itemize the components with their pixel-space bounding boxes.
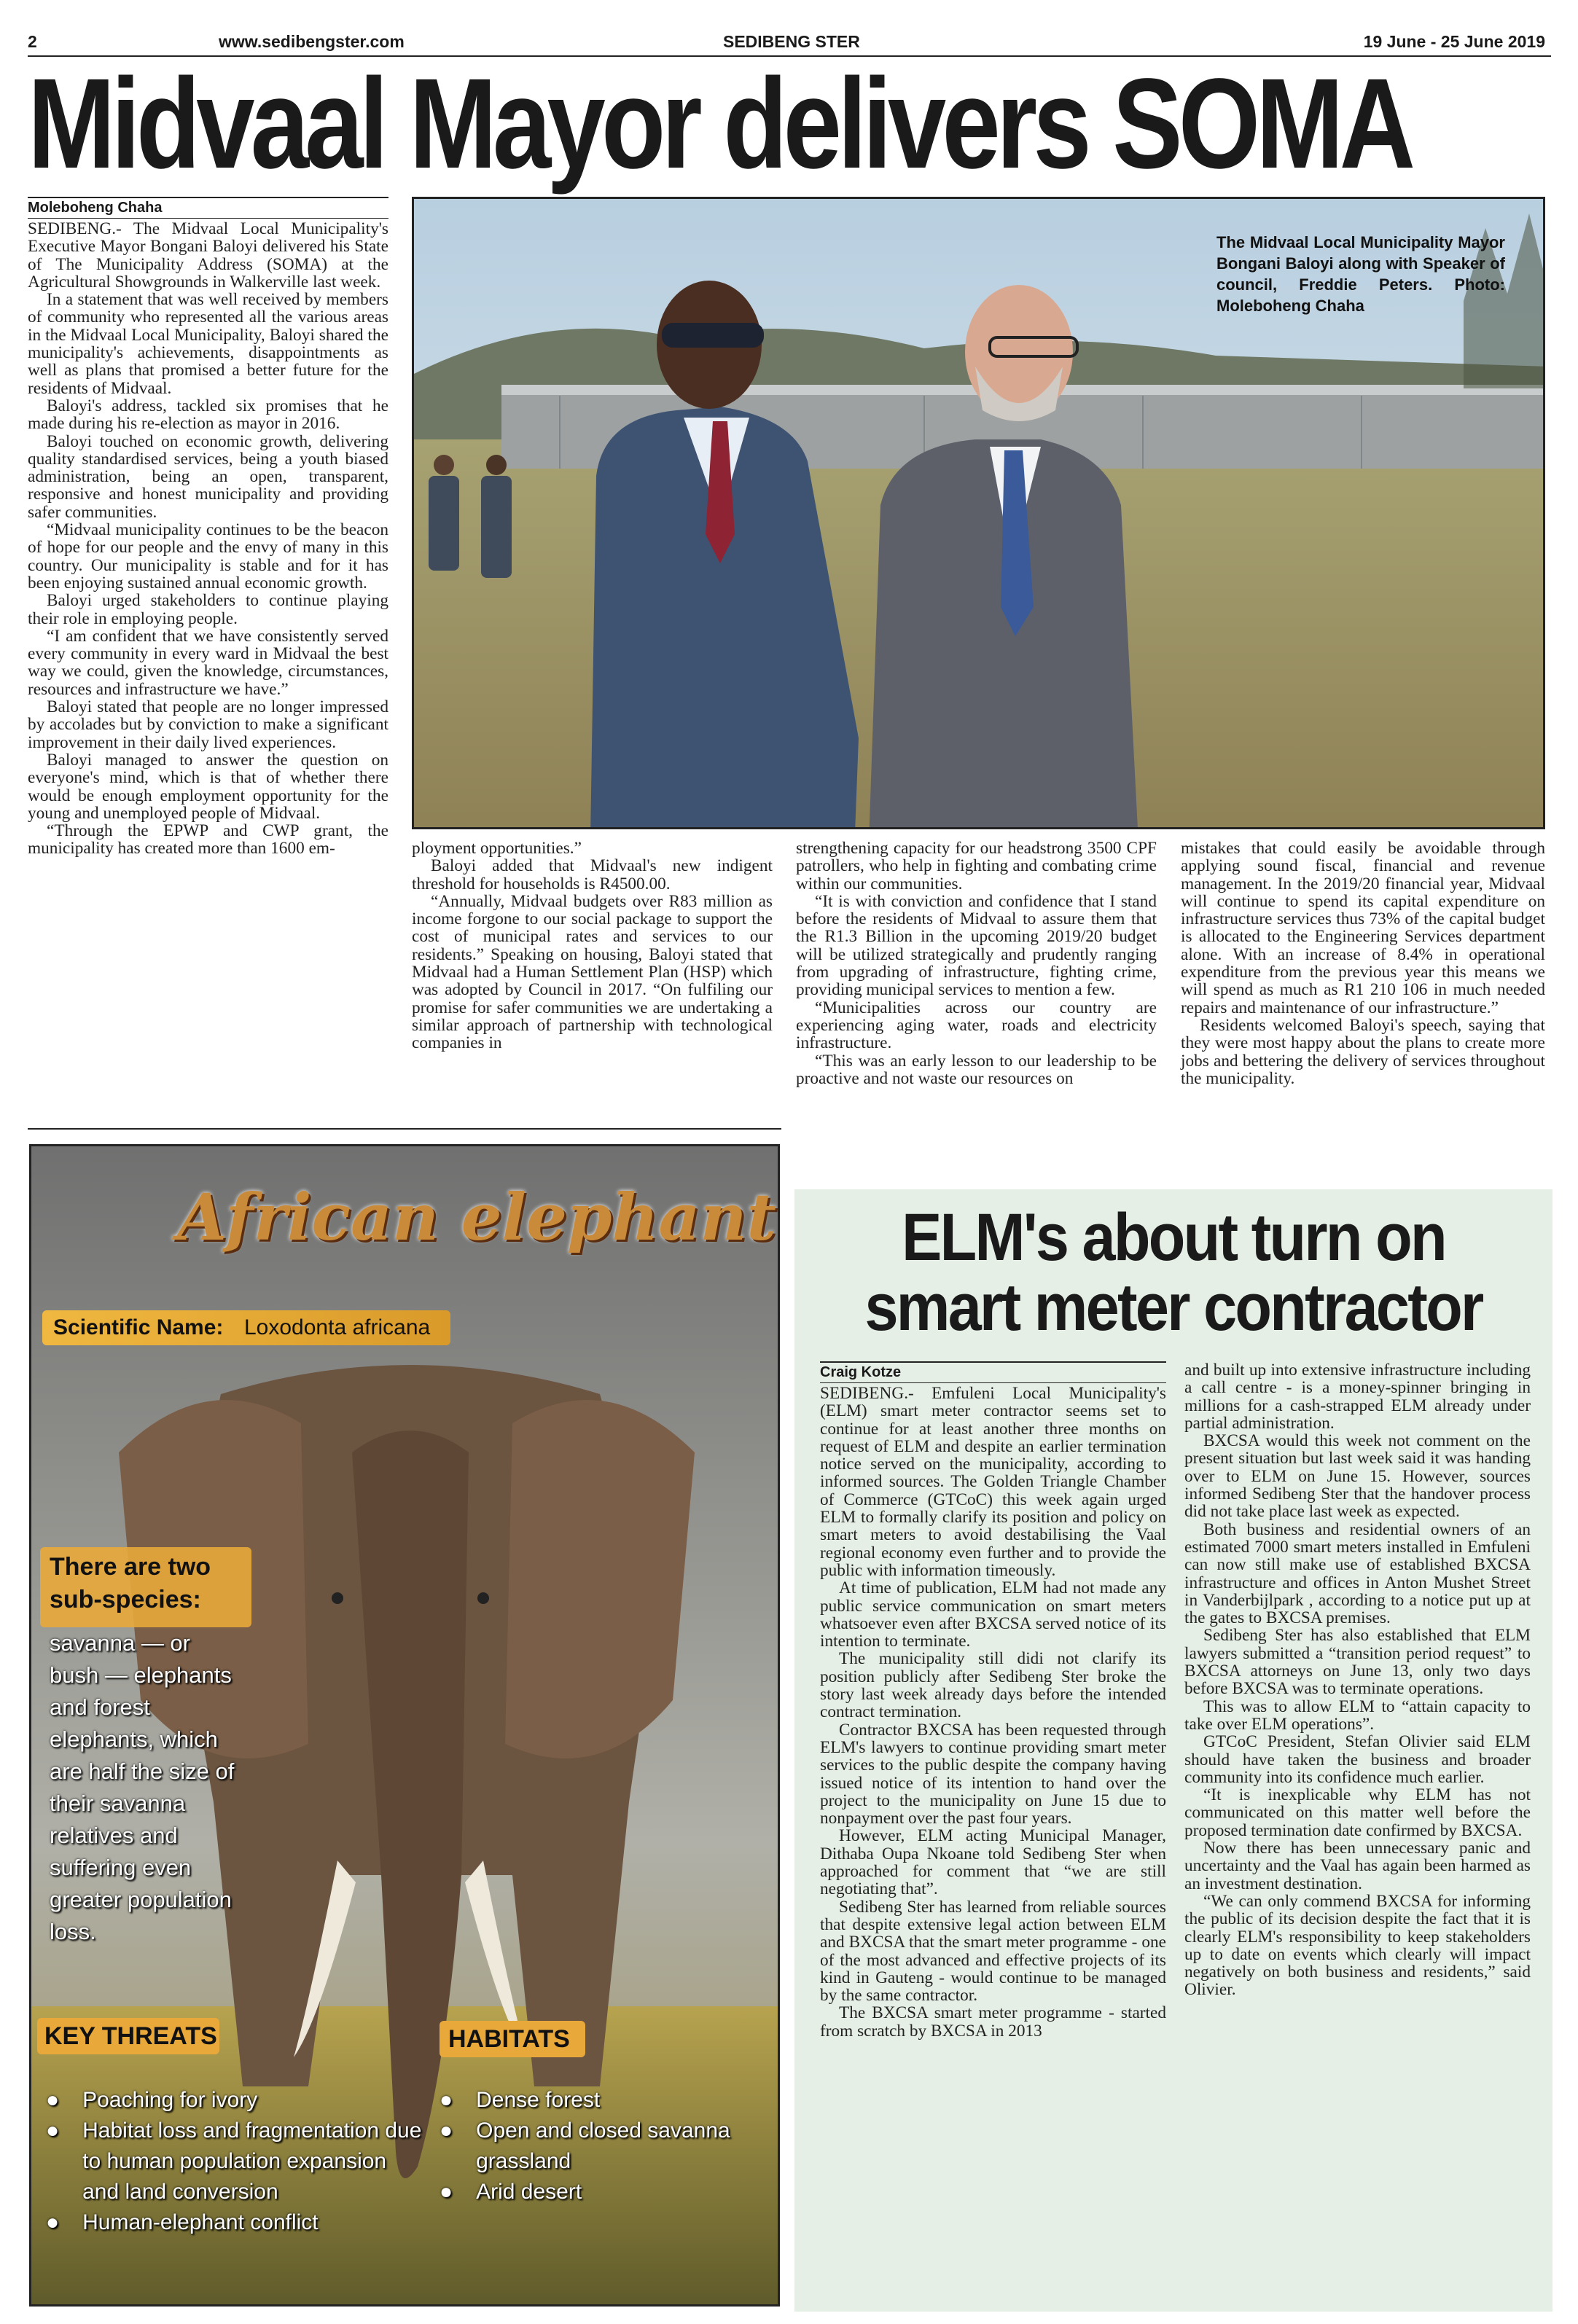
- paragraph: SEDIBENG.- The Midvaal Local Municipality's Executive Mayor Bongani Baloyi delivered his State of The Municipality Address (SOMA) at the Agricultural Showgrounds in Walkerville last week.: [28, 219, 388, 292]
- paragraph: Baloyi stated that people are no longer impressed by accolades but by conviction to make a significant improvement in their daily lived experiences.: [28, 697, 388, 752]
- lead-column-1: [28, 220, 388, 858]
- bullet-icon: ●: [440, 2118, 453, 2143]
- sci-name-value: Loxodonta africana: [244, 1315, 431, 1339]
- paragraph: “I am confident that we have consistently served every community in every ward in Midvaal the best way we could, given the knowledge, circumstances, resources and infrastructure we have.”: [28, 626, 388, 699]
- habitats-label: HABITATS: [448, 2025, 570, 2053]
- threat-item: ● Human-elephant conflict: [46, 2207, 425, 2238]
- paragraph: In a statement that was well received by members of community who represented all the various areas in the Midvaal Local Municipality, Baloyi shared the municipality's achievements, disappointments as well as plans that promised a better future for the residents of Midvaal.: [28, 290, 388, 398]
- threats-list: [46, 2085, 425, 2238]
- paragraph: Residents welcomed Baloyi's speech, saying that they were most happy about the plans to create more jobs and bettering the delivery of services throughout the municipality.: [1181, 1015, 1545, 1088]
- sci-name-label: Scientific Name:: [53, 1315, 224, 1339]
- paragraph: Baloyi managed to answer the question on everyone's mind, which is that of whether there would be enough employment opportunity for the young and unemployed people of Midvaal.: [28, 750, 388, 823]
- paragraph: Sedibeng Ster has learned from reliable sources that despite extensive legal action between ELM and BXCSA that the smart meter programme - one of the most advanced and effective projects of its kind in Gauteng - would continue to be managed by the same contractor.: [820, 1897, 1166, 2006]
- lead-headline: Midvaal Mayor delivers SOMA: [28, 52, 1412, 195]
- elm-column-2: [1184, 1361, 1531, 1999]
- threat-item: ● Poaching for ivory: [46, 2085, 425, 2116]
- elm-headline: ELM's about turn on smart meter contractor: [864, 1200, 1483, 1345]
- paragraph: BXCSA would this week not comment on the present situation but last week said it was handing over to ELM on June 15. However, sources informed Sedibeng Ster that the handover process did not take place last week as expected.: [1184, 1431, 1531, 1522]
- paragraph: Baloyi touched on economic growth, delivering quality standardised services, being a youth biased administration, being an open, transparent, responsive and honest municipality and providing safer communities.: [28, 431, 388, 522]
- paragraph: Baloyi's address, tackled six promises that he made during his re-election as mayor in 2016.: [28, 396, 388, 434]
- lead-column-2: [412, 840, 773, 1052]
- paragraph: The municipality still didi not clarify its position publicly after Sedibeng Ster broke the story last week already days before the intended contract termination.: [820, 1649, 1166, 1722]
- bullet-icon: ●: [46, 2088, 60, 2112]
- habitat-item: ● Dense forest: [440, 2085, 746, 2116]
- paragraph: strengthening capacity for our headstrong 3500 CPF patrollers, who help in fighting and combating crime within our communities.: [796, 839, 1157, 893]
- issue-date: 19 June - 25 June 2019: [1363, 32, 1545, 51]
- paragraph: “This was an early lesson to our leadership to be proactive and not waste our resources on: [796, 1051, 1157, 1088]
- bullet-icon: ●: [46, 2118, 60, 2143]
- paragraph: “Municipalities across our country are experiencing aging water, roads and electricity infrastructure.: [796, 998, 1157, 1053]
- bullet-icon: ●: [46, 2210, 60, 2234]
- paragraph: Contractor BXCSA has been requested through ELM's lawyers to continue providing smart meter services to the public despite the company having issued notice of its intention to hand over the project to the municipality on June 15 due to nonpayment over the past four years.: [820, 1720, 1166, 1828]
- paragraph: ployment opportunities.”: [412, 839, 582, 858]
- paragraph: “We can only commend BXCSA for informing the public of its decision despite the fact that it is clearly ELM's responsibility to keep stakeholders up to date on events which clearly will impact negatively on both business and residents,” said Olivier.: [1184, 1891, 1531, 2000]
- paragraph: GTCoC President, Stefan Olivier said ELM should have taken the business and broader community into its confidence much earlier.: [1184, 1732, 1531, 1787]
- paragraph: This was to allow ELM to “attain capacity to take over ELM operations”.: [1184, 1697, 1531, 1734]
- threats-label: KEY THREATS: [44, 2022, 217, 2050]
- paragraph: Baloyi added that Midvaal's new indigent threshold for households is R4500.00.: [412, 856, 773, 893]
- habitats-list: [440, 2085, 746, 2207]
- subspecies-label: There are two sub-species:: [50, 1553, 211, 1613]
- paragraph: Now there has been unnecessary panic and uncertainty and the Vaal has again been harmed as an investment destination.: [1184, 1839, 1531, 1893]
- paragraph: “It is inexplicable why ELM has not communicated on this matter well before the proposed termination date confirmed by BXCSA.: [1184, 1785, 1531, 1840]
- paragraph: Sedibeng Ster has also established that ELM lawyers submitted a “transition period request” to BXCSA attorneys on June 13, only two days before BXCSA was to terminate operations.: [1184, 1626, 1531, 1699]
- paragraph: The BXCSA smart meter programme - started from scratch by BXCSA in 2013: [820, 2003, 1166, 2041]
- bullet-icon: ●: [440, 2088, 453, 2112]
- habitat-item: ● Open and closed savanna grassland: [440, 2116, 746, 2177]
- paragraph: Baloyi urged stakeholders to continue playing their role in employing people.: [28, 591, 388, 628]
- subspecies-text: savanna — or bush — elephants and forest elephants, which are half the size of their savanna relatives and suffering even greater population loss.: [50, 1630, 235, 1944]
- paragraph: “Midvaal municipality continues to be the beacon of hope for our people and the envy of many in this country. Our municipality is stable and for it has been enjoying sustained annual economic growth.: [28, 520, 388, 592]
- paragraph: “It is with conviction and confidence that I stand before the residents of Midvaal to assure them that the R1.3 Billion in the upcoming 2019/20 budget will be utilized strategically and prudently ranging from upgrading of infrastructure, fighting crime, providing municipal services to mention a few.: [796, 891, 1157, 1000]
- paragraph: SEDIBENG.- Emfuleni Local Municipality's (ELM) smart meter contractor seems set to continue for at least another three months on request of ELM and despite an earlier termination notice served on the municipality, according to informed sources. The Golden Triangle Chamber of Commerce (GTCoC) this week again urged ELM to formally clarify its position and policy on smart meters to avoid destabilising the Vaal regional economy even further and to provide the public with information timeously.: [820, 1384, 1166, 1580]
- lead-column-4: [1181, 840, 1545, 1087]
- lead-column-3: [796, 840, 1157, 1087]
- elm-byline: Craig Kotze: [820, 1361, 1166, 1383]
- paragraph: At time of publication, ELM had not made any public service communication on smart meters whatsoever even after BXCSA served notice of its intention to terminate.: [820, 1578, 1166, 1651]
- paragraph: mistakes that could easily be avoidable through applying sound fiscal, financial and revenue management. In the 2019/20 financial year, Midvaal will continue to spend its capital expenditure on infrastructure services thus 73% of the capital budget is allocated to the Engineering Services department alone. With an increase of 8.4% in operational expenditure from the previous year this means we will spend as much as R1 210 106 in much needed repairs and maintenance of our infrastructure.”: [1181, 839, 1545, 1017]
- masthead: SEDIBENG STER: [723, 32, 860, 51]
- page-number: 2: [28, 32, 37, 51]
- elm-column-1: [820, 1385, 1166, 2040]
- paragraph: “Annually, Midvaal budgets over R83 million as income forgone to our social package to support the cost of municipal rates and services to our residents.” Speaking on housing, Baloyi stated that Midvaal had a Human Settlement Plan (HSP) which was adopted by Council in 2017. “On fulfiling our promise for safer communities we are undertaking a similar approach of partnership with technological companies in: [412, 891, 773, 1053]
- paragraph: Both business and residential owners of an estimated 7000 smart meters installed in Emfuleni can now still make use of established BXCSA infrastructure and offices in Anton Mushet Street in Vanderbijlpark , according to a notice put up at the gates to BXCSA premises.: [1184, 1519, 1531, 1628]
- lead-byline: Moleboheng Chaha: [28, 197, 388, 219]
- paragraph: and built up into extensive infrastructure including a call centre - is a money-spinner bringing in millions for a cash-strapped ELM already under partial administration.: [1184, 1361, 1531, 1433]
- photo-caption: The Midvaal Local Municipality Mayor Bongani Baloyi along with Speaker of council, Freddie Peters. Photo: Moleboheng Chaha: [1216, 233, 1505, 315]
- elephant-infographic: [29, 1144, 780, 2307]
- habitat-item: ● Arid desert: [440, 2177, 746, 2207]
- bullet-icon: ●: [440, 2180, 453, 2204]
- infographic-title: African elephant: [177, 1179, 777, 1255]
- website: www.sedibengster.com: [219, 32, 405, 51]
- threat-item: ● Habitat loss and fragmentation due to human population expansion and land conversion: [46, 2116, 425, 2207]
- paragraph: However, ELM acting Municipal Manager, Dithaba Oupa Nkoane told Sedibeng Ster when approached for comment that “we are still negotiating that”.: [820, 1826, 1166, 1899]
- infographic-rule: [28, 1128, 781, 1130]
- paragraph: “Through the EPWP and CWP grant, the municipality has created more than 1600 em-: [28, 821, 388, 858]
